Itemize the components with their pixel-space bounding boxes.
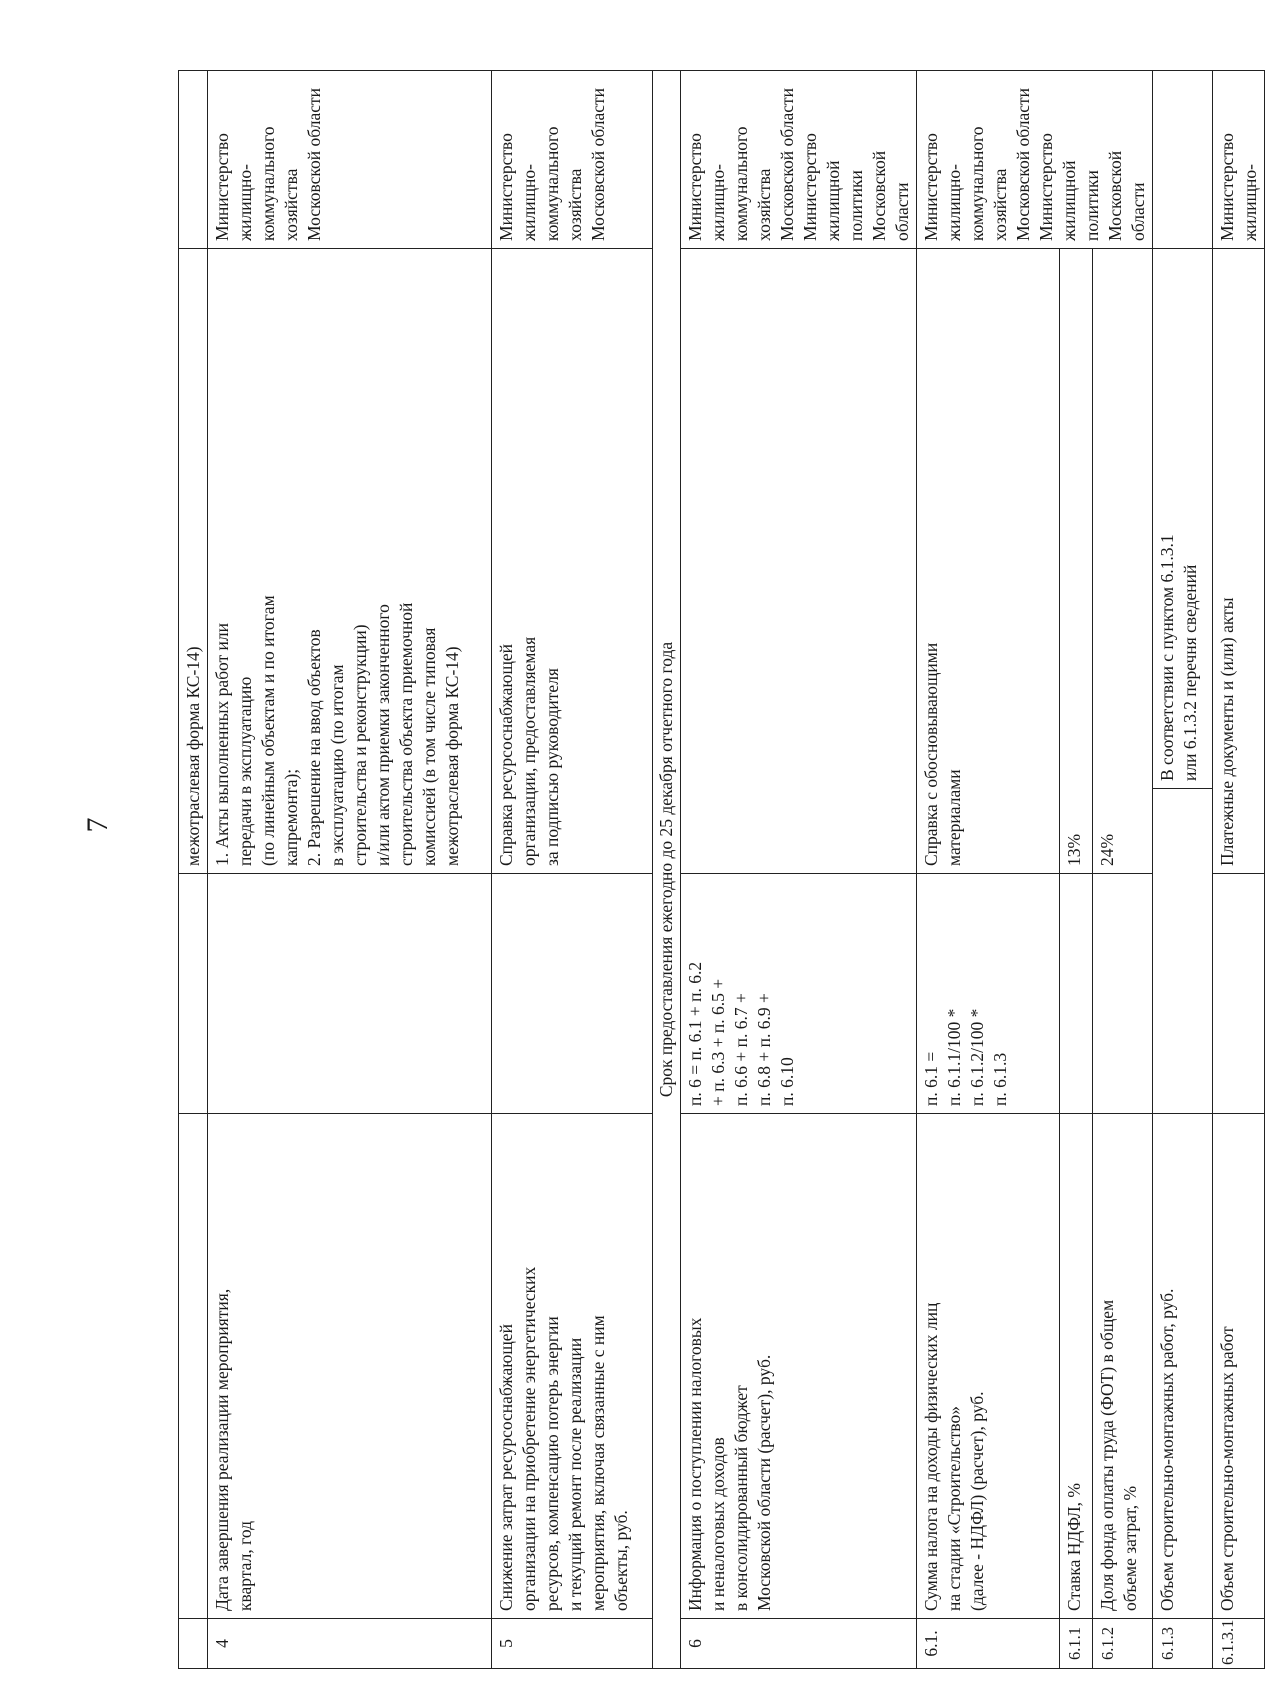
row-number: 4 — [208, 1619, 492, 1669]
row-number: 6.1.1 — [1059, 1619, 1092, 1669]
responsible-cell: Министерство жилищно- — [1213, 70, 1265, 248]
formula-cell — [1153, 789, 1213, 1114]
table-cell — [179, 874, 208, 1114]
table-row — [1213, 70, 1265, 1668]
page-number: 7 — [81, 817, 114, 833]
table-row — [1153, 70, 1213, 1668]
indicators-table — [178, 70, 1265, 1669]
row-number: 6.1.2 — [1093, 1619, 1153, 1669]
responsible-cell: Министерство жилищно- коммунального хозяйства Московской области Министерство жилищной политики Московской области — [917, 70, 1153, 248]
document-cell: 1. Акты выполненных работ или передачи в эксплуатацию (по линейным объектам и по итогам капремонта); 2. Разрешение на ввод объектов в эксплуатацию (по итогам строительства и реконструкции) и/или актом приемки законченного строительства объекта приемочной комиссией (в том числе типовая межотраслевая форма КС-14) — [208, 248, 492, 873]
rotated-table-wrapper — [178, 71, 1260, 1669]
table-row — [208, 70, 492, 1668]
formula-cell — [492, 874, 653, 1114]
table-row — [917, 70, 1060, 1668]
responsible-cell: Министерство жилищно- коммунального хозяйства Московской области Министерство жилищной политики Московской области — [681, 70, 917, 248]
table-cell — [179, 70, 208, 248]
indicator-cell: Информация о поступлении налоговых и неналоговых доходов в консолидированный бюджет Московской области (расчет), руб. — [681, 1114, 917, 1619]
indicator-cell: Сумма налога на доходы физических лиц на стадии «Строительство» (далее - НДФЛ) (расчет), руб. — [917, 1114, 1060, 1619]
table-row — [653, 70, 681, 1668]
formula-cell: п. 6 = п. 6.1 + п. 6.2 + п. 6.3 + п. 6.5 + п. 6.6 + п. 6.7 + п. 6.8 + п. 6.9 + п. 6.10 — [681, 874, 917, 1114]
responsible-cell — [1153, 70, 1213, 248]
indicator-cell: Ставка НДФЛ, % — [1059, 1114, 1092, 1619]
row-number: 5 — [492, 1619, 653, 1669]
table-row — [1093, 70, 1153, 1668]
value-cell: 24% — [1093, 248, 1153, 873]
table-cell — [179, 1619, 208, 1669]
table-row — [1059, 70, 1092, 1668]
note-cell: В соответствии с пунктом 6.1.3.1 или 6.1.3.2 перечня сведений — [1153, 248, 1213, 788]
responsible-cell: Министерство жилищно- коммунального хозяйства Московской области — [208, 70, 492, 248]
indicator-cell: Дата завершения реализации мероприятия, квартал, год — [208, 1114, 492, 1619]
formula-cell — [1059, 874, 1092, 1114]
table-row — [681, 70, 917, 1668]
document-cell — [681, 248, 917, 873]
document-cell: Платежные документы и (или) акты — [1213, 248, 1265, 873]
indicator-cell: Доля фонда оплаты труда (ФОТ) в общем объеме затрат, % — [1093, 1114, 1153, 1619]
value-cell: 13% — [1059, 248, 1092, 873]
indicator-cell: Объем строительно-монтажных работ — [1213, 1114, 1265, 1619]
document-cell: Справка ресурсоснабжающей организации, предоставляемая за подписью руководителя — [492, 248, 653, 873]
formula-cell — [1093, 874, 1153, 1114]
formula-cell: п. 6.1 = п. 6.1.1/100 * п. 6.1.2/100 * п. 6.1.3 — [917, 874, 1060, 1114]
table-row — [179, 70, 208, 1668]
indicator-cell: Снижение затрат ресурсоснабжающей организации на приобретение энергетических ресурсов, компенсацию потерь энергии и текущий ремонт после реализации мероприятия, включая связанные с ним объекты, руб. — [492, 1114, 653, 1619]
responsible-cell: Министерство жилищно- коммунального хозяйства Московской области — [492, 70, 653, 248]
formula-cell — [1213, 874, 1265, 1114]
row-number: 6.1. — [917, 1619, 1060, 1669]
row-number: 6.1.3.1 — [1213, 1619, 1265, 1669]
formula-cell — [208, 874, 492, 1114]
row-number: 6.1.3 — [1153, 1619, 1213, 1669]
indicator-cell: Объем строительно-монтажных работ, руб. — [1153, 1114, 1213, 1619]
table-cell — [179, 1114, 208, 1619]
row-number: 6 — [681, 1619, 917, 1669]
document-cell: Справка с обосновывающими материалами — [917, 248, 1060, 873]
table-row — [492, 70, 653, 1668]
deadline-row-title: Срок предоставления ежегодно до 25 декабря отчетного года — [653, 70, 681, 1668]
document-cell: межотраслевая форма КС-14) — [179, 248, 208, 873]
